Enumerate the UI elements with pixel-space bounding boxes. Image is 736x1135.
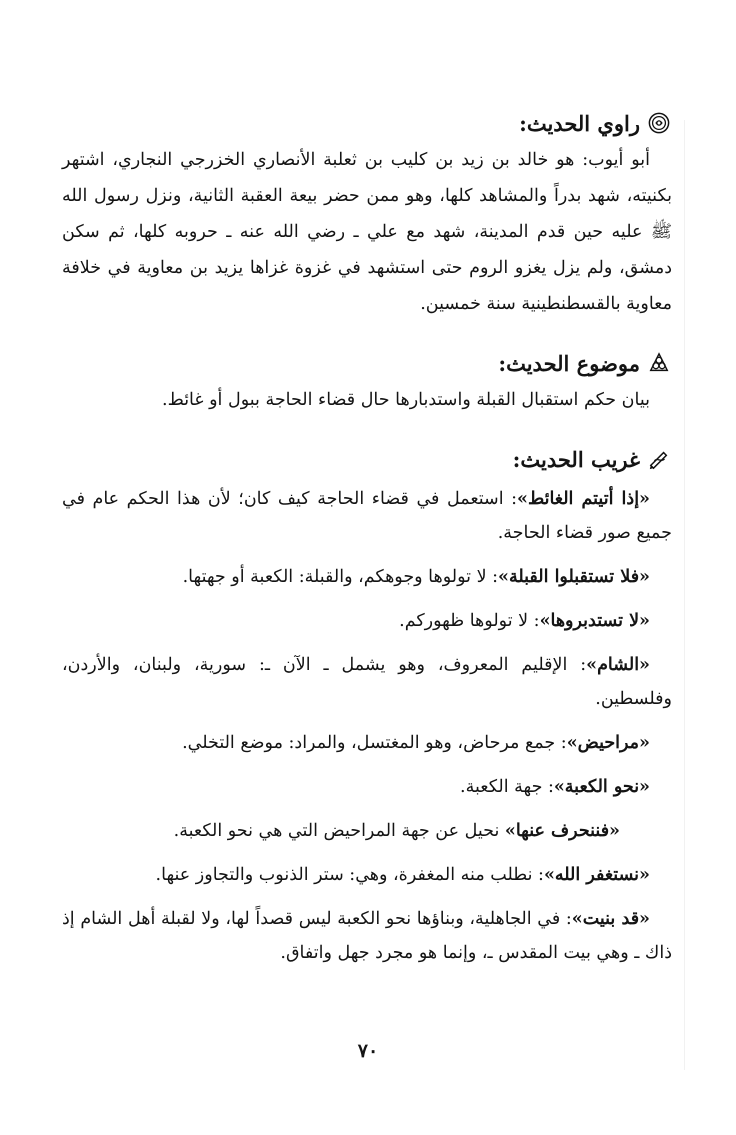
vocabulary-definition: : لا تولوها ظهوركم. [399, 611, 540, 631]
topic-heading-text: موضوع الحديث: [498, 350, 640, 376]
vocabulary-term: «مراحيض» [566, 733, 650, 753]
narrator-heading-text: راوي الحديث: [519, 110, 640, 136]
vocabulary-definition: : نطلب منه المغفرة، وهي: ستر الذنوب والتجاوز عنها. [155, 865, 544, 885]
vocabulary-term: «فلا تستقبلوا القبلة» [498, 567, 650, 587]
trefoil-icon [648, 352, 670, 374]
vocabulary-definition: : لا تولوها وجوهكم، والقبلة: الكعبة أو جهتها. [182, 567, 499, 587]
topic-heading [62, 344, 670, 382]
vocabulary-entry [62, 604, 672, 638]
vocabulary-term: «قد بنيت» [571, 909, 650, 929]
vocabulary-term: «الشام» [586, 655, 650, 675]
vocabulary-definition: نحيل عن جهة المراحيض التي هي نحو الكعبة. [173, 821, 505, 841]
vocabulary-heading [62, 440, 670, 478]
vocabulary-heading-text: غريب الحديث: [512, 446, 640, 472]
vocabulary-term: «لا تستدبروها» [539, 611, 650, 631]
vocabulary-entry [62, 648, 672, 716]
vocabulary-term: «فننحرف عنها» [504, 821, 620, 841]
page-margin-line [684, 120, 685, 1070]
vocabulary-term: «نحو الكعبة» [553, 777, 650, 797]
vocabulary-definition: : الإقليم المعروف، وهو يشمل ـ الآن ـ: سورية، ولبنان، والأردن، وفلسطين. [62, 655, 672, 709]
vocabulary-entry [62, 814, 672, 848]
vocabulary-definition: : استعمل في قضاء الحاجة كيف كان؛ لأن هذا الحكم عام في جميع صور قضاء الحاجة. [62, 489, 672, 543]
vocabulary-definition: : في الجاهلية، وبناؤها نحو الكعبة ليس قصداً لها، ولا لقبلة أهل الشام إذ ذاك ـ وهي بيت المقدس ـ، وإنما هو مجرد جهل واتفاق. [62, 909, 672, 963]
rosette-icon [648, 112, 670, 134]
vocabulary-entry [62, 770, 672, 804]
vocabulary-definition: : جهة الكعبة. [460, 777, 554, 797]
vocabulary-definition: : جمع مرحاض، وهو المغتسل، والمراد: موضع التخلي. [182, 733, 567, 753]
vocabulary-entry [62, 858, 672, 892]
vocabulary-entry [62, 902, 672, 970]
page-number: ٧٠ [357, 1040, 379, 1062]
narrator-text: أبو أيوب: هو خالد بن زيد بن كليب بن ثعلبة الأنصاري الخزرجي النجاري، اشتهر بكنيته، شهد بدراً والمشاهد كلها، وهو ممن حضر بيعة العقبة الثانية، ونزل رسول الله ﷺ عليه حين قدم المدينة، شهد مع علي ـ رضي الله عنه ـ حروبه كلها، ثم سكن دمشق، ولم يزل يغزو الروم حتى استشهد في غزوة غزاها يزيد بن معاوية في خلافة معاوية بالقسطنطينية سنة خمسين. [62, 150, 672, 314]
vocabulary-entry [62, 560, 672, 594]
document-page [62, 104, 672, 980]
vocabulary-term: «إذا أتيتم الغائط» [517, 489, 650, 509]
vocabulary-list [62, 482, 672, 970]
narrator-heading [62, 104, 670, 142]
topic-text: بيان حكم استقبال القبلة واستدبارها حال قضاء الحاجة ببول أو غائط. [162, 390, 650, 410]
vocabulary-entry [62, 482, 672, 550]
vocabulary-term: «نستغفر الله» [543, 865, 650, 885]
vocabulary-entry [62, 726, 672, 760]
pen-icon [648, 448, 670, 470]
